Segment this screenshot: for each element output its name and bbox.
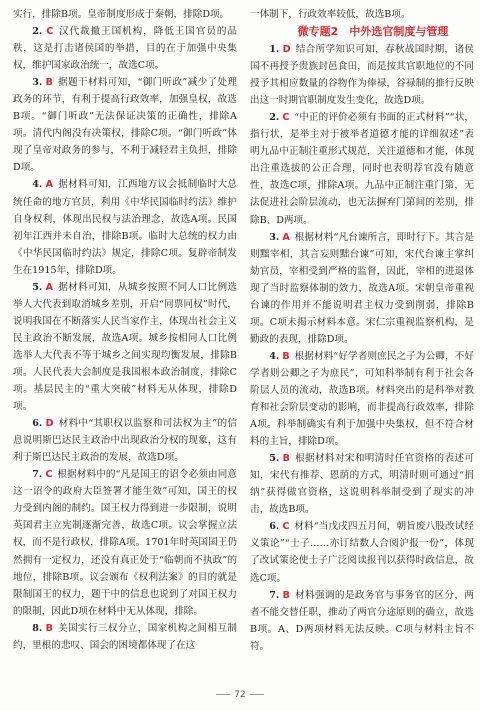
item-number: 6.: [269, 521, 280, 533]
answer-letter: B: [45, 77, 53, 89]
item-number: 6.: [32, 418, 43, 430]
item-number: 3.: [32, 77, 43, 89]
answer-letter: C: [282, 112, 290, 124]
item-number: 1.: [269, 44, 280, 56]
answer-letter: C: [282, 521, 290, 533]
explanation-text: 材料强调的是政务官与事务官的区分，两者不能交替任职，推动了两官分途原则的确立，故选B项。A、D两项材料无法反映。C项与材料主旨不符。: [250, 589, 474, 652]
answer-letter: B: [45, 622, 53, 634]
explanation-text: 结合所学知识可知，春秋战国时期，诸侯国不再授予贵族封邑食田，而是按其官职地位的不同授予其相应数量的谷物作为俸禄，谷禄制的推行反映出这一时期官职制度发生变化，故选D项。: [250, 44, 474, 107]
answer-letter: A: [45, 281, 54, 293]
answer-item: [13, 23, 237, 74]
answer-item: [13, 466, 237, 619]
answer-item: [250, 229, 474, 348]
explanation-text: 根据材料“凡台谏所言，即时行下。其言是则黜宰相，其言妄则黜台谏”可知，宋代台谏主掌纠劾官员，宰相受到严格的监督，因此，宰相的进退体现了当时监察体制的效力，故选A项。宋朝皇帝重视台谏的作用并不能说明君主权力受到削弱，排除B项。C项未揭示材料本意。宋仁宗重视监察机构，是勤政的表现，排除D项。: [250, 231, 474, 345]
footer-rule-left: [216, 694, 230, 695]
answer-letter: B: [282, 589, 290, 601]
answer-letter: A: [282, 231, 290, 243]
answer-item: [250, 450, 474, 518]
page-number: 72: [234, 690, 246, 700]
item-number: 2.: [269, 112, 280, 124]
answer-letter: C: [45, 469, 53, 481]
explanation-text: 实行，排除B项。皇帝制度形成于秦朝，排除D项。: [13, 9, 230, 20]
answer-letter: B: [282, 350, 290, 362]
answer-item: [250, 348, 474, 450]
explanation-text: 据题干材料可知，“御门听政”减少了处理政务的环节，有利于提高行政效率，加强皇权，故选B项。“御门听政”无法保证决策的正确性，排除A项。清代内阁没有决策权，排除C项。“御门听政”体现了皇帝对政务的参与，不利于减轻君主负担，排除D项。: [13, 77, 237, 174]
right-column: [250, 6, 474, 655]
explanation-text: 材料中“其职权以监察和司法权为主”的信息说明斯巴达民主政治中出现政治分权的现象，这有利于斯巴达民主政治的发展，故选D项。: [13, 418, 237, 464]
answer-letter: D: [45, 418, 54, 430]
item-number: 8.: [32, 622, 43, 634]
answer-item: [250, 109, 474, 228]
explanation-text: 根据材料“好学者则庶民之子为公卿，不好学者则公卿之子为庶民”，可知科举制有利于社会各阶层人员的流动，故选B项。材料突出的是科举对教育和社会阶层变动的影响，而非提高行政效率，排除A项。科举制确实有利于加强中央集权，但不符合材料的主旨，排除D项。: [250, 350, 474, 448]
explanation-text: “中正的评价必须有书面的正式材料”“状，指行状，是举主对于被举者道德才能的详细叙述”表明九品中正制注重形式规范，关注道德和才能，体现出注重选拔的公正合理，同时也表明荐官没有随意性，故选C项，排除A项。九品中正制注重门第，无法促进社会阶层流动，也无法摒弃门第间的差别，排除B、D两项。: [250, 112, 474, 226]
explanation-text: 根据材料对宋和明清时任官资格的表述可知，宋代有推荐、恩荫的方式，明清时则可通过“捐纳”获得做官资格，这说明科举制受到了现实的冲击，故选B项。: [250, 453, 474, 516]
item-number: 4.: [269, 350, 280, 362]
answer-item: [250, 587, 474, 655]
page-footer: [0, 690, 480, 700]
answer-item: [13, 620, 237, 654]
answer-item: [13, 74, 237, 176]
answer-letter: D: [282, 44, 291, 56]
item-number: 5.: [32, 281, 43, 293]
explanation-text: 材料“当戊戌四五月间，朝旨废八股改试经义策论”“士子……亦订结数人合阅沪报一份”，体现了改试策论使士子广泛阅读报刊以获得时政信息，故选C项。: [250, 521, 474, 584]
explanation-text: 一体制下，行政效率较低，故选B项。: [250, 9, 411, 20]
item-number: 3.: [269, 231, 280, 243]
explanation-text: 据材料可知，从城乡按照不同人口比例选举人大代表到取消城乡差别，开启“同票同权”时代，说明我国在不断落实人民当家作主，体现出社会主义民主政治不断发展，故选A项。城乡按相同人口比例选举人大代表不等于城乡之间实现均衡发展，排除B项。人民代表大会制度是我国根本政治制度，排除C项。基层民主的“重大突破”材料无从体现，排除D项。: [13, 281, 238, 413]
answer-letter: A: [45, 179, 54, 191]
answer-item: [13, 415, 237, 466]
answer-item: [250, 6, 474, 23]
explanation-text: 汉代裁撤王国机构，降低王国官员的品秩，这是打击诸侯国的举措，目的在于加强中央集权，维护国家政治统一，故选C项。: [13, 26, 237, 72]
answer-item: [13, 176, 237, 278]
explanation-text: 根据材料中的“凡是国王的诏令必须由同意这一诏令的政府大臣签署才能生效”可知，国王的权力受到内阁的制约。国王权力得到进一步限制，说明英国君主立宪制逐渐完善，故选C项。议会掌握立法权，而不是行政权，排除A项。1701年时英国国王仍然拥有一定权力，还没有真正处于“临朝而不执政”的地位，排除B项。议会颁布《权利法案》的目的就是限制国王的权力，题干中的信息也说到了对国王权力的限制，因此D项在材料中无从体现，排除。: [13, 469, 237, 617]
item-number: 2.: [32, 26, 43, 38]
answer-item: [13, 6, 237, 23]
answer-item: [250, 41, 474, 109]
item-number: 7.: [269, 589, 280, 601]
answer-item: [250, 518, 474, 586]
footer-rule-right: [250, 694, 264, 695]
item-number: 4.: [32, 179, 43, 191]
answer-letter: B: [282, 453, 290, 465]
item-number: 5.: [269, 453, 280, 465]
answer-item: [13, 279, 237, 415]
answer-letter: C: [46, 26, 54, 38]
section-heading: 微专题2 中外选官制度与管理: [297, 25, 449, 39]
explanation-text: 据材料可知，江西地方议会抵制临时大总统任命的地方官员，利用《中华民国临时约法》维护自身权利，体现出民权与法治理念，故选A项。民国初年江西并未自治，排除B项。临时大总统的权力由《中华民国临时约法》规定，排除C项。复辟帝制发生在1915年，排除D项。: [13, 179, 238, 276]
left-column: [13, 6, 237, 654]
item-number: 7.: [32, 469, 43, 481]
explanation-text: 美国实行三权分立，国家机构之间相互制约，里根的悲叹、国会的困境都体现了在这: [13, 622, 237, 651]
